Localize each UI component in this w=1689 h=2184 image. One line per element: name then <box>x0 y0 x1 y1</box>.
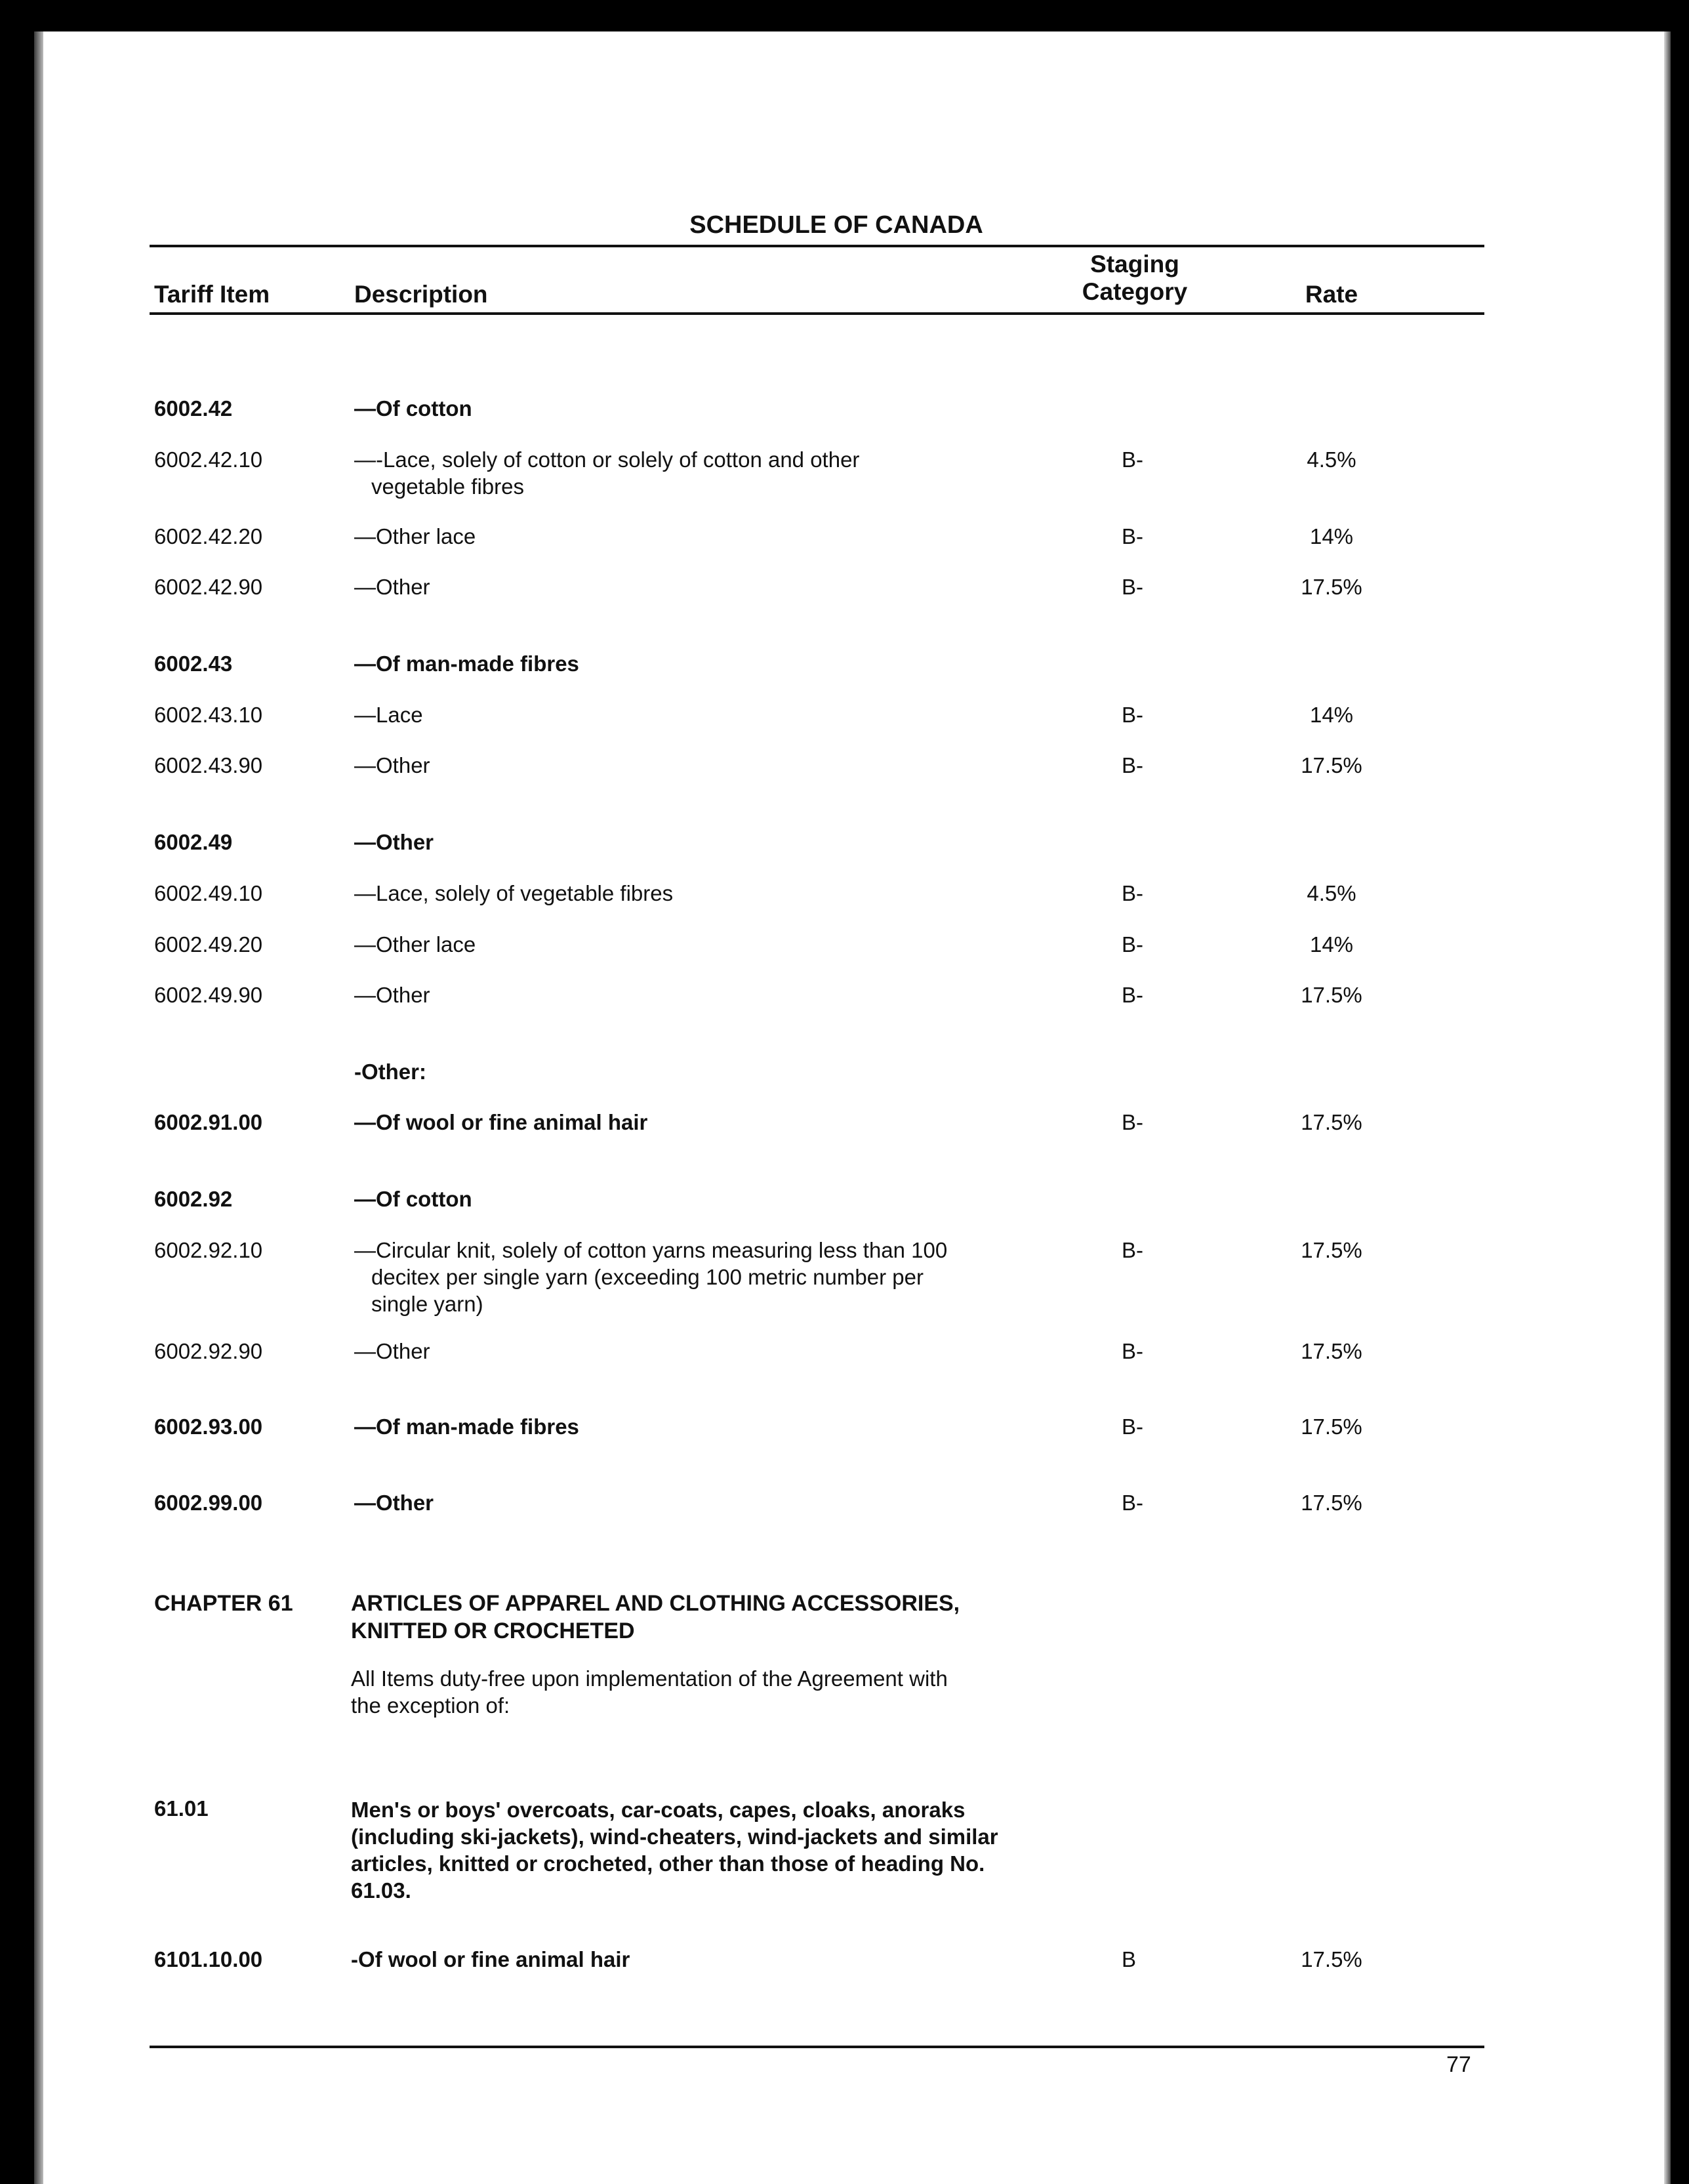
description: —Of man-made fibres <box>354 1414 579 1439</box>
rate: 17.5% <box>1301 1414 1362 1439</box>
scan-border-left <box>0 0 34 2184</box>
description-line: —Circular knit, solely of cotton yarns measuring less than 100 <box>354 1238 948 1262</box>
rate: 17.5% <box>1301 1110 1362 1134</box>
description: —Other <box>354 575 430 599</box>
column-header-tariff-item: Tariff Item <box>154 281 270 308</box>
description <box>354 446 1010 500</box>
staging-category: B- <box>1122 881 1143 905</box>
description: —Other <box>354 1491 434 1515</box>
staging-category: B- <box>1122 575 1143 599</box>
column-header-rate: Rate <box>1305 281 1358 308</box>
description: —Lace, solely of vegetable fibres <box>354 881 674 905</box>
scan-page-shadow-right <box>1664 31 1671 2184</box>
description: —Of cotton <box>354 396 472 421</box>
tariff-code: 6002.92.90 <box>154 1339 263 1363</box>
tariff-code: 6002.49.20 <box>154 932 263 957</box>
description: —Other <box>354 1339 430 1363</box>
staging-category: B- <box>1122 983 1143 1007</box>
header-rule <box>150 312 1484 315</box>
tariff-code: 6002.91.00 <box>154 1110 263 1134</box>
scan-border-right <box>1671 0 1689 2184</box>
top-rule <box>150 245 1484 247</box>
tariff-code: 6002.43.90 <box>154 753 263 777</box>
description: —Of cotton <box>354 1187 472 1211</box>
rate: 17.5% <box>1301 983 1362 1007</box>
bottom-rule <box>150 2046 1484 2048</box>
rate: 17.5% <box>1301 1491 1362 1515</box>
description: -Other: <box>354 1060 426 1084</box>
heading-code: 61.01 <box>154 1796 209 1821</box>
tariff-code: 6002.42.90 <box>154 575 263 599</box>
tariff-code: 6002.49.90 <box>154 983 263 1007</box>
description: —Other lace <box>354 524 476 548</box>
tariff-code: 6101.10.00 <box>154 1947 263 1971</box>
description: —Lace <box>354 703 423 727</box>
rate: 14% <box>1309 932 1354 957</box>
description: —Of wool or fine animal hair <box>354 1110 648 1134</box>
description-continuation: vegetable fibres <box>371 474 524 499</box>
page-title: SCHEDULE OF CANADA <box>689 211 983 239</box>
description: —Other <box>354 983 430 1007</box>
tariff-code: 6002.42 <box>154 396 233 421</box>
description-line: —-Lace, solely of cotton or solely of cotton and other <box>354 447 860 472</box>
rate: 17.5% <box>1301 575 1362 599</box>
staging-category: B- <box>1122 447 1143 472</box>
rate: 17.5% <box>1301 1947 1362 1971</box>
chapter-title: ARTICLES OF APPAREL AND CLOTHING ACCESSORIES, KNITTED OR CROCHETED <box>351 1591 960 1643</box>
staging-category: B- <box>1122 1110 1143 1134</box>
staging-category: B- <box>1122 1491 1143 1515</box>
rate: 17.5% <box>1301 753 1362 777</box>
tariff-code: 6002.92.10 <box>154 1238 263 1262</box>
description: -Of wool or fine animal hair <box>351 1947 630 1971</box>
rate: 4.5% <box>1307 881 1356 905</box>
staging-category: B- <box>1122 1339 1143 1363</box>
chapter-code: CHAPTER 61 <box>154 1591 293 1616</box>
column-header-staging-category <box>1063 251 1207 306</box>
description <box>354 1237 1010 1317</box>
rate: 4.5% <box>1307 447 1356 472</box>
description: —Other lace <box>354 932 476 957</box>
chapter-note: All Items duty-free upon implementation of the Agreement with the exception of: <box>351 1666 948 1718</box>
scan-page-shadow-left <box>34 31 43 2184</box>
description: —Of man-made fibres <box>354 651 579 676</box>
tariff-code: 6002.49 <box>154 830 233 854</box>
description-continuation: decitex per single yarn (exceeding 100 metric number per single yarn) <box>371 1265 924 1316</box>
tariff-code: 6002.43.10 <box>154 703 263 727</box>
rate: 17.5% <box>1301 1339 1362 1363</box>
staging-category: B <box>1122 1947 1137 1971</box>
staging-category: B- <box>1122 703 1143 727</box>
staging-category: B- <box>1122 1238 1143 1262</box>
tariff-code: 6002.42.10 <box>154 447 263 472</box>
tariff-code: 6002.92 <box>154 1187 233 1211</box>
tariff-code: 6002.99.00 <box>154 1491 263 1515</box>
staging-header-line-2: Category <box>1082 278 1188 305</box>
column-header-description: Description <box>354 281 488 308</box>
scan-border-top <box>0 0 1689 31</box>
staging-category: B- <box>1122 753 1143 777</box>
tariff-code: 6002.43 <box>154 651 233 676</box>
heading-description: Men's or boys' overcoats, car-coats, capes, cloaks, anoraks (including ski-jackets), wind-cheaters, wind-jackets and similar articles, knitted or crocheted, other than those of heading No. 61.03. <box>351 1798 998 1903</box>
tariff-code: 6002.49.10 <box>154 881 263 905</box>
staging-category: B- <box>1122 932 1143 957</box>
tariff-code: 6002.93.00 <box>154 1414 263 1439</box>
tariff-code: 6002.42.20 <box>154 524 263 548</box>
staging-header-line-1: Staging <box>1090 251 1179 278</box>
staging-category: B- <box>1122 524 1143 548</box>
rate: 14% <box>1309 703 1354 727</box>
staging-category: B- <box>1122 1414 1143 1439</box>
description: —Other <box>354 753 430 777</box>
rate: 17.5% <box>1301 1238 1362 1262</box>
page-number: 77 <box>1446 2052 1471 2077</box>
description: —Other <box>354 830 434 854</box>
rate: 14% <box>1309 524 1354 548</box>
